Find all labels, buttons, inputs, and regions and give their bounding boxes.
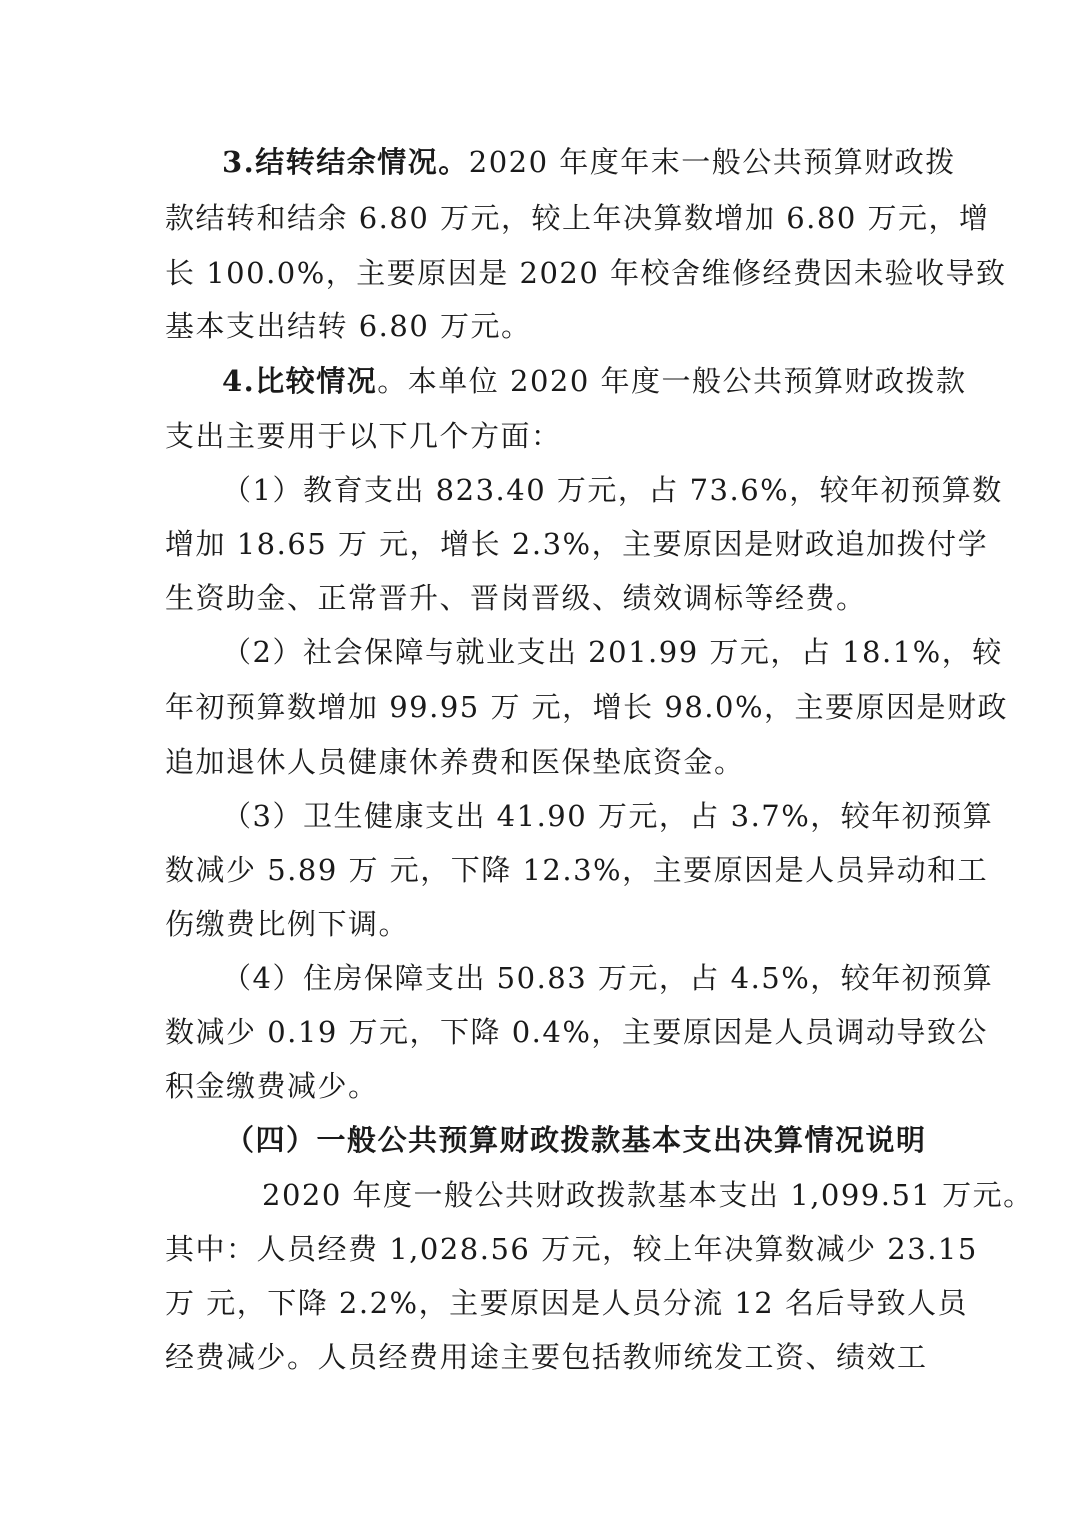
paragraph-text: 。本单位 2020 年度一般公共预算财政拨款 xyxy=(377,364,967,398)
paragraph-line: （2）社会保障与就业支出 201.99 万元，占 18.1%，较 xyxy=(222,635,1003,669)
paragraph-line: 追加退休人员健康休养费和医保垫底资金。 xyxy=(165,745,745,779)
paragraph-line: 支出主要用于以下几个方面： xyxy=(165,419,562,453)
paragraph-line: 长 100.0%，主要原因是 2020 年校舍维修经费因未验收导致 xyxy=(165,256,1007,290)
paragraph-line: （4）住房保障支出 50.83 万元，占 4.5%，较年初预算 xyxy=(222,961,994,995)
paragraph-line xyxy=(222,142,956,182)
paragraph-line: 基本支出结转 6.80 万元。 xyxy=(165,309,532,343)
paragraph-line xyxy=(222,361,967,401)
paragraph-line: （1）教育支出 823.40 万元，占 73.6%，较年初预算数 xyxy=(222,473,1003,507)
paragraph-line: 生资助金、正常晋升、晋岗晋级、绩效调标等经费。 xyxy=(165,581,867,615)
paragraph-line: 积金缴费减少。 xyxy=(165,1069,379,1103)
paragraph-line: （3）卫生健康支出 41.90 万元，占 3.7%，较年初预算 xyxy=(222,799,994,833)
paragraph-line: 款结转和结余 6.80 万元，较上年决算数增加 6.80 万元，增 xyxy=(165,201,990,235)
paragraph-text: 2020 年度年末一般公共预算财政拨 xyxy=(468,145,956,179)
section-heading: （四）一般公共预算财政拨款基本支出决算情况说明 xyxy=(225,1123,927,1157)
paragraph-line: 伤缴费比例下调。 xyxy=(165,907,410,941)
paragraph-line: 2020 年度一般公共财政拨款基本支出 1,099.51 万元。 xyxy=(262,1178,1034,1212)
paragraph-line: 其中：人员经费 1,028.56 万元，较上年决算数减少 23.15 xyxy=(165,1232,978,1266)
section-heading-inline: 3.结转结余情况。 xyxy=(222,145,469,179)
paragraph-line: 万 元，下降 2.2%，主要原因是人员分流 12 名后导致人员 xyxy=(165,1286,968,1320)
paragraph-line: 数减少 5.89 万 元，下降 12.3%，主要原因是人员异动和工 xyxy=(165,853,989,887)
paragraph-line: 数减少 0.19 万元，下降 0.4%，主要原因是人员调动导致公 xyxy=(165,1015,988,1049)
paragraph-line: 年初预算数增加 99.95 万 元，增长 98.0%，主要原因是财政 xyxy=(165,690,1009,724)
paragraph-line: 增加 18.65 万 元，增长 2.3%，主要原因是财政追加拨付学 xyxy=(165,527,989,561)
section-heading-inline: 4.比较情况 xyxy=(222,364,378,398)
paragraph-line: 经费减少。人员经费用途主要包括教师统发工资、绩效工 xyxy=(165,1340,928,1374)
